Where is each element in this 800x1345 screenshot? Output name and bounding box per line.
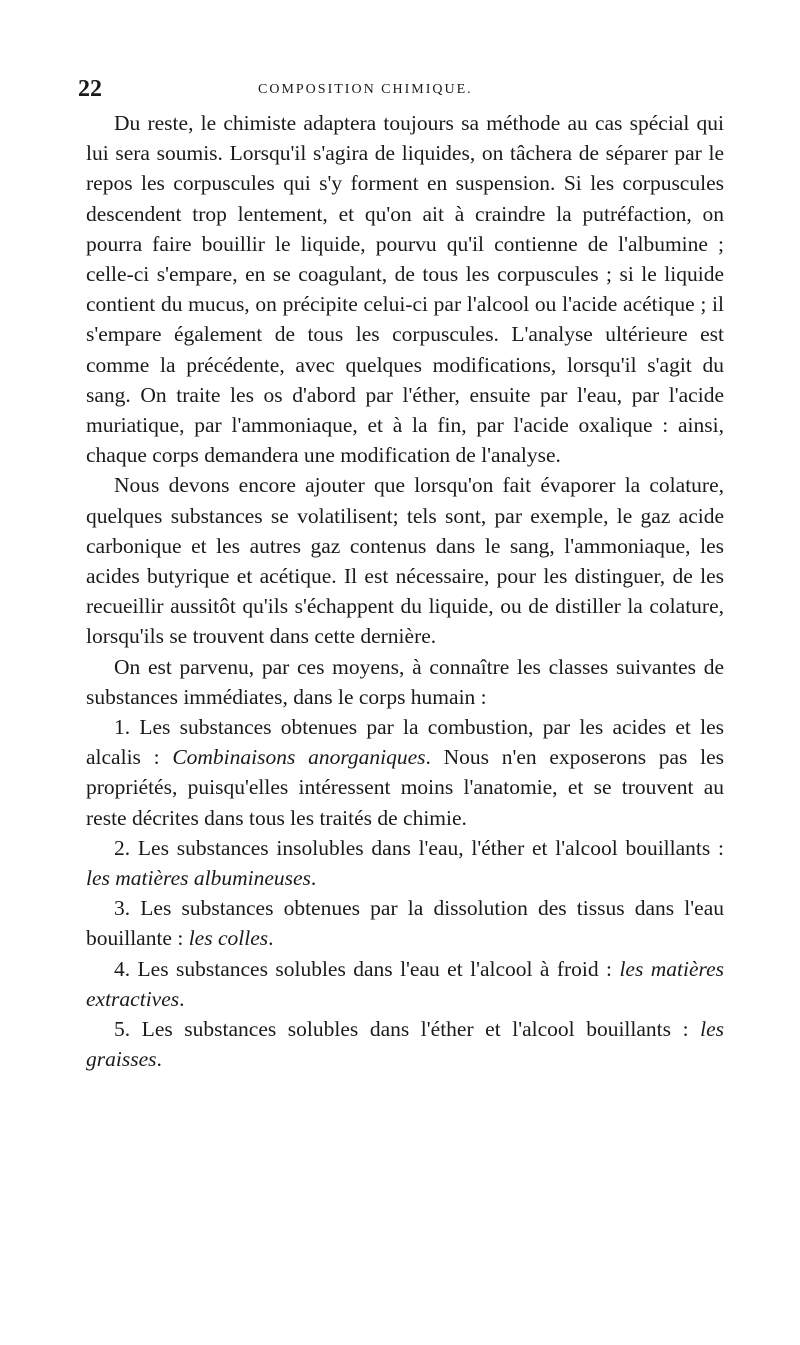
list-item: 1. Les substances obtenues par la combustion, par les acides et les alcalis : Combinaisons anorganiques. Nous n'en exposerons pas les propriétés, puisqu'elles intéressent moins l'anatomie, et se trouvent au reste décrites dans tous les traités de chimie. [86,715,725,830]
emphasis-term: Combinaisons anorganiques [172,745,426,770]
emphasis-term: les graisses [86,1017,724,1072]
body-text [86,108,724,1075]
paragraph: Du reste, le chimiste adaptera toujours sa méthode au cas spécial qui lui sera soumis. Lorsqu'il s'agira de liquides, on tâchera de séparer par le repos les corpuscules qui s'y forment en suspension. Si les corpuscules descendent trop lentement, et qu'on ait à craindre la putréfaction, on pourra faire bouillir le liquide, pourvu qu'il contienne de l'albumine ; celle-ci s'empare, en se coagulant, de tous les corpuscules ; si le liquide contient du mucus, on précipite celui-ci par l'alcool ou l'acide acétique ; il s'empare également de tous les corpuscules. L'analyse ultérieure est comme la précédente, avec quelques modifications, lorsqu'il s'agit du sang. On traite les os d'abord par l'éther, ensuite par l'eau, par l'acide muriatique, par l'ammoniaque, et à la fin, par l'acide oxalique : ainsi, chaque corps demandera une modification de l'analyse. [86,111,724,468]
page-header [78,76,730,110]
list-item: 4. Les substances solubles dans l'eau et l'alcool à froid : les matières extractives. [86,956,724,1011]
emphasis-term: les colles [188,926,269,951]
page-number: 22 [78,76,102,102]
list-item: 2. Les substances insolubles dans l'eau, l'éther et l'alcool bouillants : les matières albumineuses. [86,835,724,891]
list-item: 3. Les substances obtenues par la dissolution des tissus dans l'eau bouillante : les colles. [86,896,724,951]
paragraph: Nous devons encore ajouter que lorsqu'on fait évaporer la colature, quelques substances se volatilisent; tels sont, par exemple, le gaz acide carbonique et les autres gaz contenus dans le sang, l'ammoniaque, les acides butyrique et acétique. Il est nécessaire, pour les distinguer, de les recueillir aussitôt qu'ils s'échappent du liquide, ou de distiller la colature, lorsqu'ils se trouvent dans cette dernière. [86,473,724,649]
emphasis-term: les matières albumineuses [86,866,311,891]
list-item: 5. Les substances solubles dans l'éther et l'alcool bouillants : les graisses. [86,1017,724,1072]
emphasis-term: les matières extractives [86,956,724,1011]
paragraph: On est parvenu, par ces moyens, à connaître les classes suivantes de substances immédiates, dans le corps humain : [86,654,724,709]
running-title: COMPOSITION CHIMIQUE. [258,82,473,97]
